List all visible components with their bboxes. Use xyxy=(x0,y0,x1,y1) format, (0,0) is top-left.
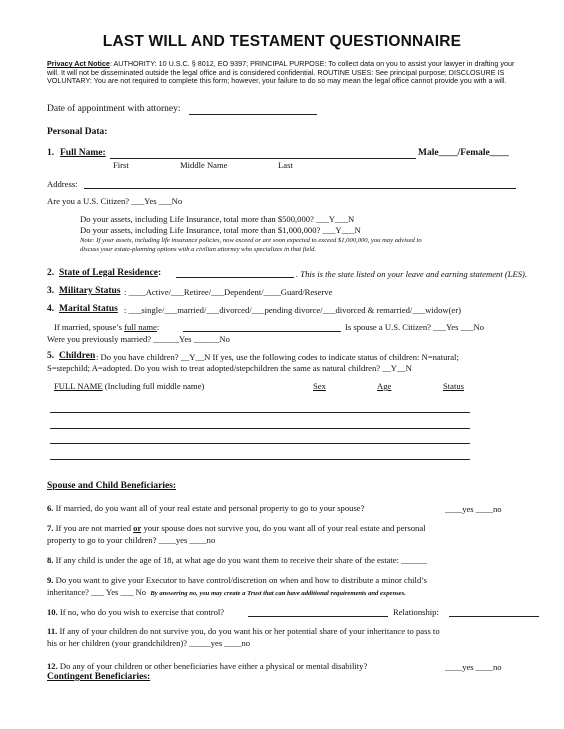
privacy-act-notice xyxy=(47,60,522,86)
spouse-full-name-label: full name xyxy=(124,322,157,332)
q6-answer[interactable]: ____yes ____no xyxy=(445,504,502,514)
contingent-beneficiaries-heading: Contingent Beneficiaries: xyxy=(47,672,151,682)
marital-status-options[interactable]: : ___single/___married/___divorced/___pending divorce/___divorced & remarried/___widow(er) xyxy=(124,305,461,315)
child-row-line[interactable] xyxy=(50,428,470,429)
q7-number: 7. xyxy=(47,523,54,533)
control-person-field[interactable] xyxy=(248,616,388,617)
q10-number: 10. xyxy=(47,607,58,617)
first-caption: First xyxy=(113,160,129,170)
personal-data-heading: Personal Data: xyxy=(47,127,108,137)
q7-text-a: If you are not married xyxy=(55,523,132,533)
middle-caption: Middle Name xyxy=(180,160,228,170)
q8-number: 8. xyxy=(47,555,54,565)
q6-text: If married, do you want all of your real estate and personal property to go to your spouse? xyxy=(55,503,365,513)
address-field[interactable] xyxy=(84,188,516,189)
q4-number: 4. xyxy=(47,304,55,314)
relationship-field[interactable] xyxy=(449,616,539,617)
children-text-line2[interactable]: S=stepchild; A=adopted. Do you wish to treat adopted/stepchildren the same as natural children? __Y__N xyxy=(47,363,412,373)
spouse-colon: : xyxy=(156,322,160,332)
q9-number: 9. xyxy=(47,575,54,585)
col-age: Age xyxy=(377,381,392,391)
q1-full-name-label: Full Name: xyxy=(60,148,106,158)
q3-number: 3. xyxy=(47,286,55,296)
address-label: Address: xyxy=(47,179,78,189)
assets-note-line1: Note: If your assets, including life insurance policies, now exceed or are soon expected to exceed $1,000,000, you may advised to xyxy=(80,237,422,244)
q7-or: or xyxy=(133,523,142,533)
q9-text-line1: Do you want to give your Executor to have control/discretion on when and how to distribute a minor child’s xyxy=(55,575,427,585)
citizen-question[interactable]: Are you a U.S. Citizen? ___Yes ___No xyxy=(47,196,183,206)
q1-number: 1. xyxy=(47,148,55,158)
child-row-line[interactable] xyxy=(50,412,470,413)
state-of-residence-field[interactable] xyxy=(176,277,294,278)
q2-label: State of Legal Residence xyxy=(59,268,158,278)
spouse-citizen-question[interactable]: Is spouse a U.S. Citizen? ___Yes ___No xyxy=(345,322,485,332)
col-status: Status xyxy=(443,381,465,391)
spouse-prefix: If married, spouse’s xyxy=(54,322,123,332)
q8-text[interactable]: If any child is under the age of 18, at what age do you want them to receive their share of the estate: ______ xyxy=(55,555,427,565)
q12-answer[interactable]: ____yes ____no xyxy=(445,662,502,672)
q11-answer[interactable]: his or her children (your grandchildren)? _____yes ____no xyxy=(47,638,251,648)
q2-colon: : xyxy=(157,268,162,278)
q7-answer[interactable]: property to go to your children? ____yes ____no xyxy=(47,535,216,545)
q9-answer[interactable]: inheritance? ___ Yes ___ No xyxy=(47,587,147,597)
privacy-label: Privacy Act Notice xyxy=(47,59,110,68)
col-full-name-note: (Including full middle name) xyxy=(102,381,205,391)
q5-label: Children xyxy=(59,351,96,361)
q4-label: Marital Status xyxy=(59,304,118,314)
children-text-line1[interactable]: : Do you have children? __Y__N If yes, use the following codes to indicate status of children: N=natural; xyxy=(96,352,459,362)
assets-500k-question[interactable]: Do your assets, including Life Insurance, total more than $500,000? ___Y___N xyxy=(80,214,355,224)
relationship-label: Relationship: xyxy=(393,607,439,617)
appointment-date-field[interactable] xyxy=(189,114,317,115)
q7-text-b: your spouse does not survive you, do you want all of your real estate and personal xyxy=(143,523,426,533)
previously-married-question[interactable]: Were you previously married? ______Yes ______No xyxy=(47,334,230,344)
q2-number: 2. xyxy=(47,268,55,278)
spouse-child-beneficiaries-heading: Spouse and Child Beneficiaries: xyxy=(47,481,177,491)
q9-trust-note: By answering no, you may create a Trust that can have additional requirements and expenses. xyxy=(150,590,406,597)
q2-note: . This is the state listed on your leave and earning statement (LES). xyxy=(296,269,528,279)
q11-number: 11. xyxy=(47,626,58,636)
q10-text: If no, who do you wish to exercise that control? xyxy=(59,607,225,617)
child-row-line[interactable] xyxy=(50,443,470,444)
q5-number: 5. xyxy=(47,351,55,361)
full-name-field[interactable] xyxy=(110,158,416,159)
q11-text-line1: If any of your children do not survive you, do you want his or her potential share of your inheritance to pass to xyxy=(59,626,440,636)
last-caption: Last xyxy=(278,160,293,170)
q6-number: 6. xyxy=(47,503,54,513)
assets-note-line2: discuss your estate-planning options with a civilian attorney who specializes in that field. xyxy=(80,246,317,253)
page-title: LAST WILL AND TESTAMENT QUESTIONNAIRE xyxy=(102,33,462,50)
privacy-text: : AUTHORITY: 10 U.S.C. § 8012, EO 9397; PRINCIPAL PURPOSE: To collect data on you to assist your lawyer in drafting your will. It will not be disseminated outside the legal office and is considered confidential. ROUTINE USES: See principal purpose; DISCLOSURE IS VOLUNTARY: You are not required to complete this form; however, your failure to do so may mean the legal office cannot provide you with a will. xyxy=(47,59,515,86)
col-full-name: FULL NAME xyxy=(54,381,103,391)
spouse-name-field[interactable] xyxy=(183,331,341,332)
col-sex: Sex xyxy=(313,381,326,391)
q3-label: Military Status xyxy=(59,286,121,296)
q12-text: Do any of your children or other beneficiaries have either a physical or mental disability? xyxy=(59,661,368,671)
assets-1m-question[interactable]: Do your assets, including Life Insurance, total more than $1,000,000? ___Y___N xyxy=(80,225,361,235)
child-row-line[interactable] xyxy=(50,459,470,460)
q12-number: 12. xyxy=(47,661,58,671)
military-status-options[interactable]: : ____Active/___Retiree/___Dependent/____Guard/Reserve xyxy=(124,287,333,297)
gender-field[interactable]: Male____/Female____ xyxy=(418,148,509,158)
appointment-label: Date of appointment with attorney: xyxy=(47,104,181,114)
